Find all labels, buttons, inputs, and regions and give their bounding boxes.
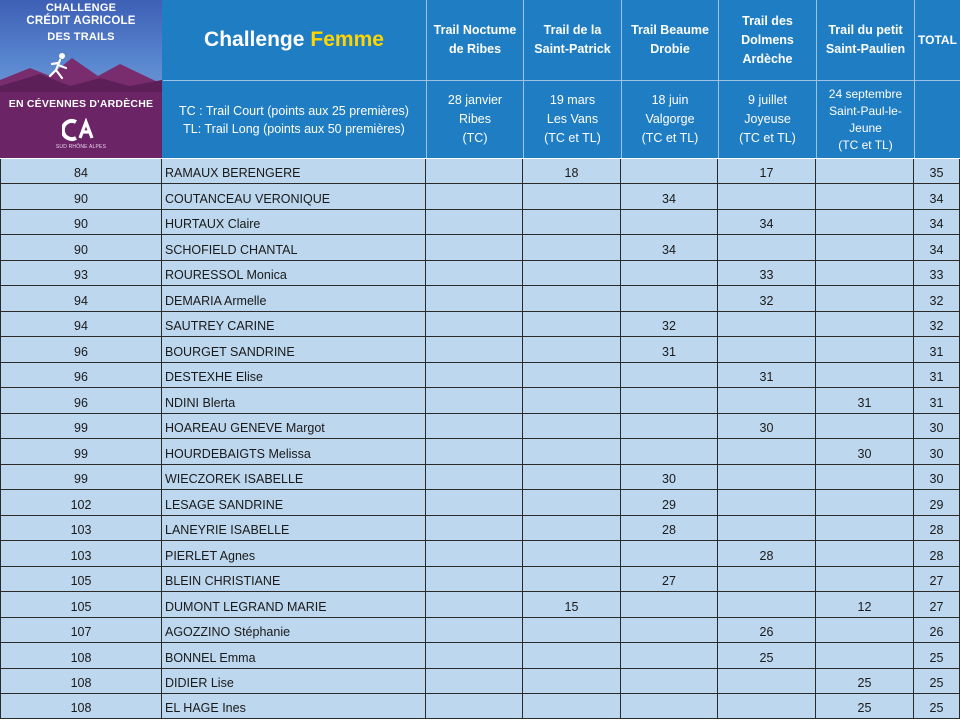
- race-points-cell: [426, 388, 523, 414]
- race-points-cell: [523, 465, 621, 490]
- table-row: [0, 261, 960, 286]
- table-row: [0, 210, 960, 235]
- race-points-cell: [523, 261, 621, 286]
- race-info-5: [817, 81, 914, 158]
- race-points-cell: 32: [718, 286, 816, 312]
- race-points-cell: [523, 694, 621, 719]
- race-points-cell: [426, 439, 523, 465]
- race-place: Valgorge: [645, 112, 695, 126]
- table-row: [0, 516, 960, 541]
- table-row: [0, 388, 960, 413]
- runner-name-cell: PIERLET Agnes: [162, 541, 426, 567]
- runner-name-cell: ROURESSOL Monica: [162, 261, 426, 286]
- title-prefix: Challenge: [204, 28, 305, 51]
- race-info-4: [719, 81, 816, 158]
- race-points-cell: 17: [718, 159, 816, 184]
- race-points-cell: [523, 210, 621, 235]
- table-row: [0, 414, 960, 439]
- race-points-cell: [718, 388, 816, 414]
- rank-cell: 96: [0, 337, 162, 363]
- table-row: [0, 669, 960, 694]
- race-info-1: [427, 81, 523, 158]
- race-points-cell: [621, 592, 718, 618]
- race-points-cell: 12: [816, 592, 914, 618]
- total-cell: 34: [914, 184, 960, 210]
- total-cell: 31: [914, 363, 960, 388]
- runner-name-cell: RAMAUX BERENGERE: [162, 159, 426, 184]
- race-points-cell: 30: [816, 439, 914, 465]
- race-points-cell: 26: [718, 618, 816, 643]
- rank-cell: 105: [0, 567, 162, 592]
- race-points-cell: [816, 363, 914, 388]
- header-divider: [523, 0, 524, 158]
- race-points-cell: [621, 439, 718, 465]
- race-place: Ribes: [459, 112, 491, 126]
- race-points-cell: 34: [718, 210, 816, 235]
- rank-cell: 84: [0, 159, 162, 184]
- runner-name-cell: HURTAUX Claire: [162, 210, 426, 235]
- header-divider: [163, 80, 960, 81]
- rank-cell: 108: [0, 643, 162, 669]
- race-points-cell: [523, 567, 621, 592]
- race-points-cell: [426, 618, 523, 643]
- rank-cell: 103: [0, 516, 162, 541]
- rank-cell: 90: [0, 235, 162, 261]
- race-points-cell: [621, 643, 718, 669]
- header-divider: [914, 0, 915, 158]
- runner-name-cell: SAUTREY CARINE: [162, 312, 426, 337]
- runner-name-cell: SCHOFIELD CHANTAL: [162, 235, 426, 261]
- race-date: 24 septembre: [828, 86, 903, 101]
- race-points-cell: 34: [621, 184, 718, 210]
- race-points-cell: [621, 669, 718, 694]
- race-points-cell: [718, 465, 816, 490]
- race-place: Les Vans: [546, 112, 599, 126]
- credit-agricole-icon: [62, 118, 98, 142]
- legend-line-1: TC : Trail Court (points aux 25 premières): [179, 103, 409, 118]
- race-points-cell: [718, 669, 816, 694]
- race-points-cell: [816, 159, 914, 184]
- race-points-cell: 31: [718, 363, 816, 388]
- race-points-cell: 15: [523, 592, 621, 618]
- race-points-cell: [426, 465, 523, 490]
- race-points-cell: [718, 184, 816, 210]
- race-header-4: Trail des Dolmens Ardèche: [741, 13, 794, 66]
- runner-name-cell: LESAGE SANDRINE: [162, 490, 426, 516]
- challenge-logo: [0, 0, 162, 158]
- race-points-cell: [718, 235, 816, 261]
- table-row: [0, 337, 960, 362]
- race-points-cell: 28: [718, 541, 816, 567]
- race-date: 18 juin: [651, 93, 689, 107]
- race-points-cell: [523, 184, 621, 210]
- race-points-cell: [621, 541, 718, 567]
- race-points-cell: 29: [621, 490, 718, 516]
- runner-name-cell: DIDIER Lise: [162, 669, 426, 694]
- mountain-runner-icon: [0, 50, 162, 94]
- race-points-cell: [426, 286, 523, 312]
- header-divider: [718, 0, 719, 158]
- table-row: [0, 541, 960, 566]
- race-points-cell: [426, 363, 523, 388]
- race-type: (TC et TL): [641, 131, 699, 145]
- points-legend: [163, 81, 425, 158]
- runner-name-cell: NDINI Blerta: [162, 388, 426, 414]
- race-points-cell: [816, 261, 914, 286]
- rank-cell: 93: [0, 261, 162, 286]
- race-points-cell: [523, 643, 621, 669]
- runner-name-cell: DEMARIA Armelle: [162, 286, 426, 312]
- rank-cell: 99: [0, 439, 162, 465]
- runner-name-cell: DUMONT LEGRAND MARIE: [162, 592, 426, 618]
- runner-name-cell: BOURGET SANDRINE: [162, 337, 426, 363]
- race-points-cell: [523, 388, 621, 414]
- total-cell: 28: [914, 541, 960, 567]
- runner-name-cell: BONNEL Emma: [162, 643, 426, 669]
- race-place: Joyeuse: [744, 112, 791, 126]
- race-points-cell: [621, 210, 718, 235]
- total-cell: 27: [914, 592, 960, 618]
- race-points-cell: [621, 694, 718, 719]
- runner-name-cell: DESTEXHE Elise: [162, 363, 426, 388]
- total-cell: 30: [914, 439, 960, 465]
- race-points-cell: [426, 643, 523, 669]
- race-info-3: [622, 81, 718, 158]
- total-cell: 25: [914, 643, 960, 669]
- race-points-cell: [523, 618, 621, 643]
- race-points-cell: [718, 337, 816, 363]
- race-points-cell: [816, 516, 914, 541]
- race-header-3: Trail Beaume Drobie: [631, 23, 709, 56]
- race-points-cell: [816, 337, 914, 363]
- race-points-cell: [816, 541, 914, 567]
- race-points-cell: [426, 694, 523, 719]
- logo-line-1: CHALLENGE: [45, 2, 117, 14]
- total-cell: 27: [914, 567, 960, 592]
- header-divider: [816, 0, 817, 158]
- runner-name-cell: HOURDEBAIGTS Melissa: [162, 439, 426, 465]
- table-row: [0, 592, 960, 617]
- total-cell: 25: [914, 669, 960, 694]
- race-points-cell: [426, 567, 523, 592]
- total-header: TOTAL: [918, 33, 957, 47]
- total-cell: 25: [914, 694, 960, 719]
- runner-name-cell: LANEYRIE ISABELLE: [162, 516, 426, 541]
- race-points-cell: 31: [816, 388, 914, 414]
- race-points-cell: [718, 490, 816, 516]
- race-points-cell: [426, 210, 523, 235]
- race-points-cell: [816, 618, 914, 643]
- total-cell: 34: [914, 210, 960, 235]
- total-cell: 33: [914, 261, 960, 286]
- race-header-2: Trail de la Saint-Patrick: [534, 23, 611, 56]
- runner-name-cell: AGOZZINO Stéphanie: [162, 618, 426, 643]
- rank-cell: 90: [0, 210, 162, 235]
- race-points-cell: [426, 312, 523, 337]
- race-points-cell: 28: [621, 516, 718, 541]
- total-cell: 35: [914, 159, 960, 184]
- race-date: 19 mars: [549, 93, 596, 107]
- race-info-2: [524, 81, 621, 158]
- race-points-cell: [523, 363, 621, 388]
- race-points-cell: [523, 235, 621, 261]
- race-points-cell: 32: [621, 312, 718, 337]
- table-row: [0, 694, 960, 719]
- race-points-cell: 25: [718, 643, 816, 669]
- race-points-cell: [426, 490, 523, 516]
- race-header-5: Trail du petit Saint-Paulien: [825, 23, 906, 56]
- rank-cell: 108: [0, 669, 162, 694]
- rank-cell: 99: [0, 465, 162, 490]
- table-row: [0, 184, 960, 209]
- race-points-cell: [718, 516, 816, 541]
- race-points-cell: [621, 286, 718, 312]
- race-points-cell: [426, 516, 523, 541]
- title-accent: Femme: [310, 28, 384, 51]
- runner-name-cell: HOAREAU GENEVE Margot: [162, 414, 426, 439]
- race-type: (TC et TL): [838, 137, 893, 152]
- race-points-cell: [816, 567, 914, 592]
- race-type: (TC): [462, 131, 488, 145]
- header-divider: [426, 0, 427, 158]
- race-type: (TC et TL): [544, 131, 601, 145]
- total-cell: 30: [914, 465, 960, 490]
- logo-line-5: SUD RHÔNE ALPES: [55, 144, 107, 150]
- runner-name-cell: WIECZOREK ISABELLE: [162, 465, 426, 490]
- total-cell: 31: [914, 337, 960, 363]
- race-points-cell: [816, 210, 914, 235]
- total-cell: 29: [914, 490, 960, 516]
- race-points-cell: 25: [816, 694, 914, 719]
- runner-name-cell: BLEIN CHRISTIANE: [162, 567, 426, 592]
- race-points-cell: 33: [718, 261, 816, 286]
- total-cell: 31: [914, 388, 960, 414]
- race-points-cell: 30: [718, 414, 816, 439]
- race-points-cell: [621, 414, 718, 439]
- total-cell: 30: [914, 414, 960, 439]
- rank-cell: 102: [0, 490, 162, 516]
- total-cell: 28: [914, 516, 960, 541]
- race-points-cell: [621, 363, 718, 388]
- race-points-cell: [523, 337, 621, 363]
- race-points-cell: [718, 694, 816, 719]
- total-cell: 32: [914, 286, 960, 312]
- rank-cell: 103: [0, 541, 162, 567]
- table-row: [0, 312, 960, 337]
- rank-cell: 107: [0, 618, 162, 643]
- race-points-cell: [816, 490, 914, 516]
- race-points-cell: [816, 184, 914, 210]
- race-points-cell: [426, 414, 523, 439]
- race-points-cell: [816, 235, 914, 261]
- rank-cell: 94: [0, 286, 162, 312]
- race-points-cell: [523, 516, 621, 541]
- race-points-cell: [816, 414, 914, 439]
- race-points-cell: [426, 669, 523, 694]
- table-row: [0, 363, 960, 388]
- race-points-cell: [426, 159, 523, 184]
- race-points-cell: [718, 312, 816, 337]
- table-row: [0, 567, 960, 592]
- total-cell: 32: [914, 312, 960, 337]
- race-points-cell: [426, 337, 523, 363]
- race-points-cell: [523, 312, 621, 337]
- race-points-cell: 25: [816, 669, 914, 694]
- race-points-cell: [816, 465, 914, 490]
- page-title: [163, 0, 425, 80]
- total-cell: 34: [914, 235, 960, 261]
- race-points-cell: [426, 541, 523, 567]
- logo-line-4: EN CÉVENNES D'ARDÈCHE: [8, 98, 154, 110]
- table-header: [0, 0, 960, 158]
- logo-line-2: CRÉDIT AGRICOLE: [26, 15, 136, 27]
- race-points-cell: [426, 592, 523, 618]
- header-divider: [621, 0, 622, 158]
- race-points-cell: [816, 312, 914, 337]
- race-points-cell: [426, 184, 523, 210]
- race-points-cell: [426, 235, 523, 261]
- race-points-cell: [816, 643, 914, 669]
- table-row: [0, 643, 960, 668]
- race-points-cell: [523, 541, 621, 567]
- race-points-cell: [621, 618, 718, 643]
- race-points-cell: [621, 261, 718, 286]
- table-row: [0, 439, 960, 464]
- race-points-cell: [621, 388, 718, 414]
- race-points-cell: [523, 490, 621, 516]
- rank-cell: 94: [0, 312, 162, 337]
- table-row: [0, 286, 960, 311]
- runner-name-cell: EL HAGE Ines: [162, 694, 426, 719]
- table-row: [0, 159, 960, 184]
- race-date: 28 janvier: [447, 93, 503, 107]
- race-points-cell: [718, 592, 816, 618]
- total-cell: 26: [914, 618, 960, 643]
- race-points-cell: [718, 567, 816, 592]
- race-points-cell: [523, 286, 621, 312]
- legend-line-2: TL: Trail Long (points aux 50 premières): [183, 121, 405, 136]
- race-points-cell: [523, 439, 621, 465]
- race-points-cell: [523, 669, 621, 694]
- rank-cell: 90: [0, 184, 162, 210]
- rank-cell: 96: [0, 388, 162, 414]
- logo-line-3: DES TRAILS: [47, 31, 115, 43]
- race-header-1: Trail Noctume de Ribes: [433, 23, 517, 56]
- race-points-cell: 31: [621, 337, 718, 363]
- rank-cell: 96: [0, 363, 162, 388]
- race-points-cell: [621, 159, 718, 184]
- race-points-cell: 30: [621, 465, 718, 490]
- rank-cell: 108: [0, 694, 162, 719]
- rank-cell: 105: [0, 592, 162, 618]
- race-points-cell: [718, 439, 816, 465]
- race-points-cell: [523, 414, 621, 439]
- race-points-cell: 34: [621, 235, 718, 261]
- race-points-cell: 27: [621, 567, 718, 592]
- race-points-cell: [426, 261, 523, 286]
- table-row: [0, 465, 960, 490]
- table-row: [0, 235, 960, 260]
- race-points-cell: 18: [523, 159, 621, 184]
- rank-cell: 99: [0, 414, 162, 439]
- table-row: [0, 490, 960, 515]
- race-date: 9 juillet: [748, 93, 787, 107]
- race-type: (TC et TL): [739, 131, 796, 145]
- table-row: [0, 618, 960, 643]
- runner-name-cell: COUTANCEAU VERONIQUE: [162, 184, 426, 210]
- race-place: Saint-Paul-le-Jeune: [829, 103, 902, 135]
- race-points-cell: [816, 286, 914, 312]
